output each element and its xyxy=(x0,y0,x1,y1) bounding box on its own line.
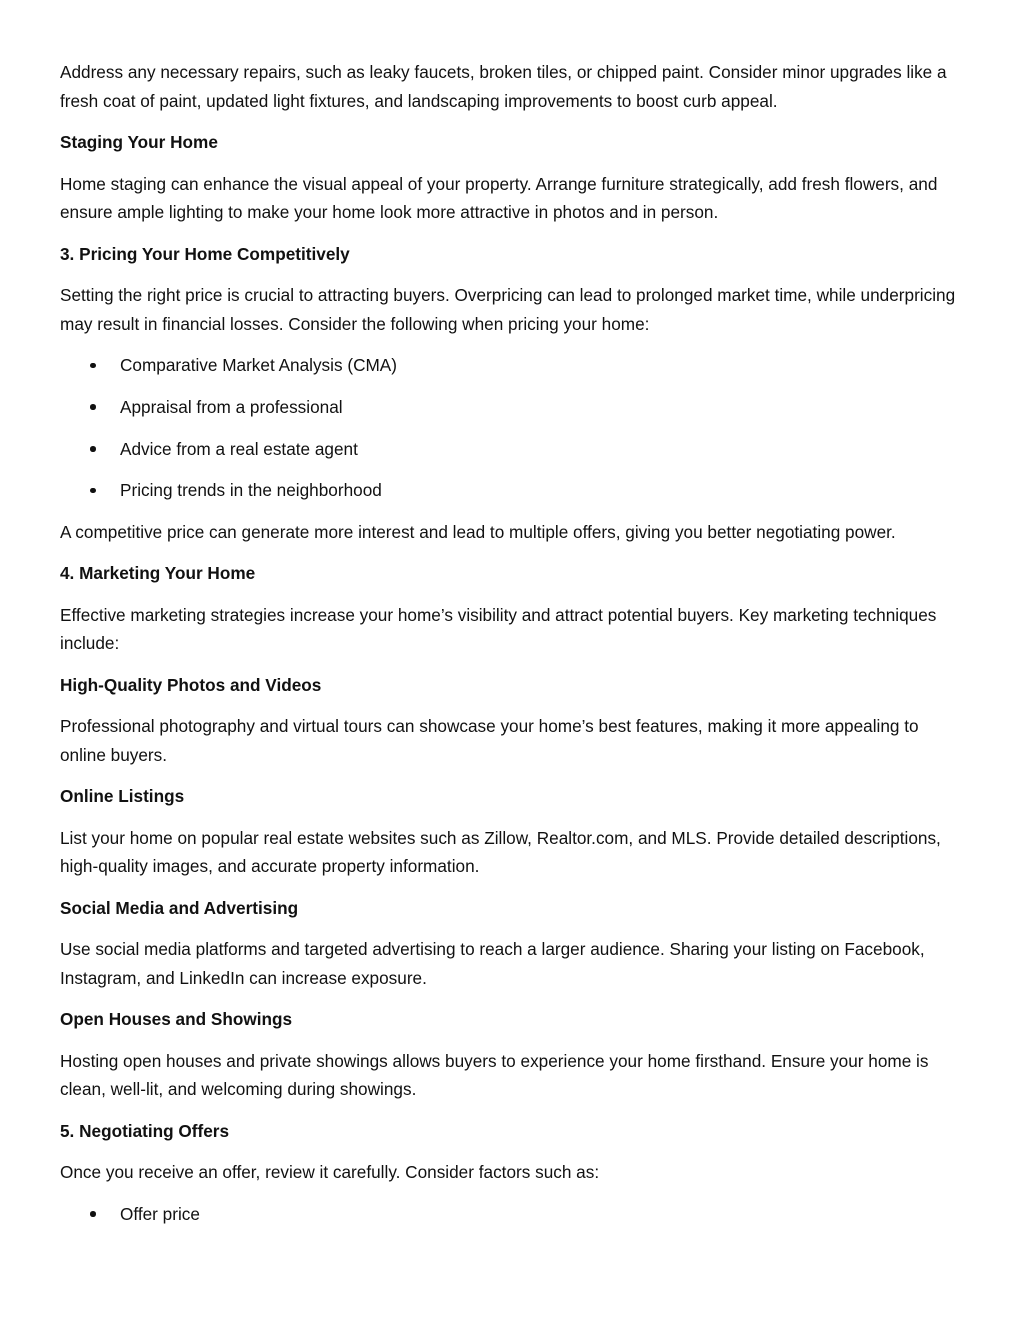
heading-marketing: 4. Marketing Your Home xyxy=(60,563,256,584)
paragraph-competitive: A competitive price can generate more interest and lead to multiple offers, giving you better negotiating power. xyxy=(60,521,896,542)
heading-staging: Staging Your Home xyxy=(60,132,218,152)
list-item xyxy=(60,393,960,422)
bullet-icon xyxy=(90,488,96,494)
paragraph-repairs: Address any necessary repairs, such as leaky faucets, broken tiles, or chipped paint. Consider minor upgrades like a fresh coat of paint, updated light fixtures, and landscaping improvements to boost curb appeal. xyxy=(60,62,947,111)
list-item-text: Comparative Market Analysis (CMA) xyxy=(120,355,397,375)
list-item-text: Pricing trends in the neighborhood xyxy=(120,480,382,501)
list-item-text: Advice from a real estate agent xyxy=(120,438,358,459)
pricing-list xyxy=(60,351,960,505)
list-item-text: Appraisal from a professional xyxy=(120,396,343,417)
paragraph-staging: Home staging can enhance the visual appeal of your property. Arrange furniture strategically, add fresh flowers, and ensure ample lighting to make your home look more attractive in photos and in person. xyxy=(60,173,938,222)
heading-social: Social Media and Advertising xyxy=(60,897,299,918)
heading-pricing: 3. Pricing Your Home Competitively xyxy=(60,243,350,264)
list-item xyxy=(60,435,960,464)
heading-negotiating: 5. Negotiating Offers xyxy=(60,1120,230,1141)
list-item xyxy=(60,1200,960,1229)
bullet-icon xyxy=(90,404,96,410)
list-item xyxy=(60,351,960,380)
paragraph-open-houses: Hosting open houses and private showings allows buyers to experience your home firsthand. Ensure your home is clean, well-lit, and welcoming during showings. xyxy=(60,1050,929,1100)
paragraph-negotiating: Once you receive an offer, review it carefully. Consider factors such as: xyxy=(60,1162,600,1183)
bullet-icon xyxy=(90,363,96,369)
offer-list xyxy=(60,1200,960,1229)
bullet-icon xyxy=(90,1211,96,1217)
document-page xyxy=(60,58,960,1241)
heading-photos: High-Quality Photos and Videos xyxy=(60,674,322,695)
paragraph-photos: Professional photography and virtual tours can showcase your home’s best features, making it more appealing to online buyers. xyxy=(60,716,919,765)
heading-open-houses: Open Houses and Showings xyxy=(60,1009,293,1030)
heading-listings: Online Listings xyxy=(60,786,185,807)
paragraph-pricing: Setting the right price is crucial to attracting buyers. Overpricing can lead to prolonged market time, while underpricing may result in financial losses. Consider the following when pricing your home: xyxy=(60,285,956,334)
list-item-text: Offer price xyxy=(120,1203,200,1224)
paragraph-social: Use social media platforms and targeted advertising to reach a larger audience. Sharing your listing on Facebook, Instagram, and LinkedIn can increase exposure. xyxy=(60,939,925,988)
paragraph-marketing: Effective marketing strategies increase your home’s visibility and attract potential buyers. Key marketing techniques include: xyxy=(60,604,937,654)
paragraph-listings: List your home on popular real estate websites such as Zillow, Realtor.com, and MLS. Provide detailed descriptions, high-quality images, and accurate property information. xyxy=(60,827,941,877)
bullet-icon xyxy=(90,446,96,452)
list-item xyxy=(60,476,960,505)
